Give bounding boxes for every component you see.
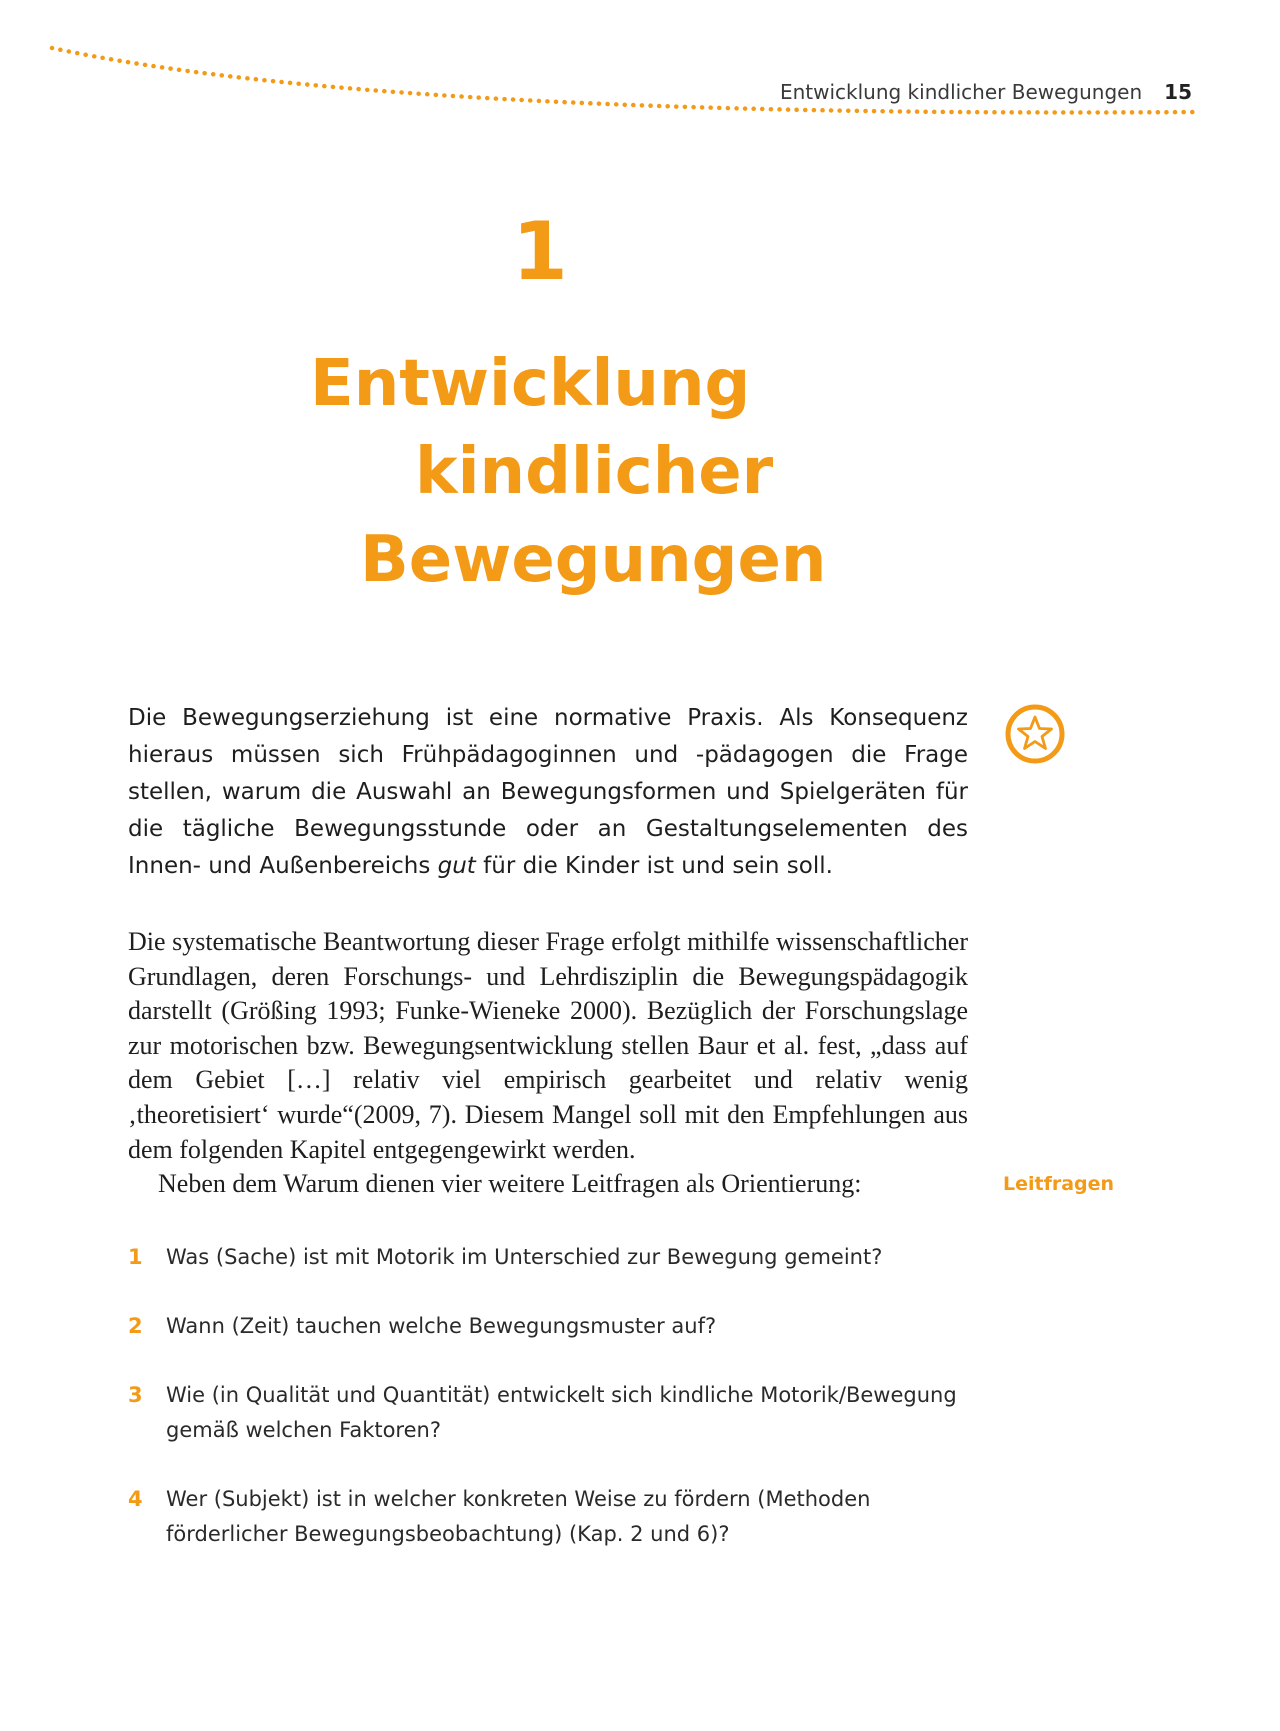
body-paragraph-1: Die systematische Beantwortung dieser Frage erfolgt mithilfe wissenschaftlicher Grundlagen, deren Forschungs- und Lehrdisziplin die Bewegungspädagogik darstellt (Größing 1993; Funke-Wieneke 2000). Bezüglich der Forschungslage zur motorischen bzw. Bewegungsentwicklung stellen Baur et al. fest, „dass auf dem Gebiet […] relativ viel empirisch gearbeitet und relativ wenig ‚theoretisiert‘ wurde“(2009, 7). Diesem Mangel soll mit den Empfehlungen aus dem folgenden Kapitel entgegengewirkt werden. <box>128 927 968 1164</box>
chapter-number: 1 <box>512 205 568 298</box>
chapter-title-line-1: Entwicklung <box>310 347 751 421</box>
intro-text-before: Die Bewegungserziehung ist eine normative Praxis. Als Konsequenz hieraus müssen sich Frühpädagoginnen und -pädagogen die Frage stellen, warum die Auswahl an Bewegungsformen und Spielgeräten für die tägliche Bewegungsstunde oder an Gestaltungselementen des Innen- und Außenbereichs <box>128 705 968 879</box>
intro-paragraph <box>128 700 968 885</box>
chapter-title <box>310 340 826 604</box>
question-number: 2 <box>128 1314 143 1338</box>
list-item <box>128 1309 968 1344</box>
list-item <box>128 1482 968 1552</box>
question-text: Was (Sache) ist mit Motorik im Unterschied zur Bewegung gemeint? <box>166 1245 883 1269</box>
page-number: 15 <box>1164 80 1192 104</box>
body-text <box>128 925 968 1202</box>
running-header <box>640 80 1192 104</box>
star-circle-icon <box>1003 702 1067 766</box>
chapter-title-line-2: kindlicher <box>415 435 774 509</box>
running-header-title: Entwicklung kindlicher Bewegungen <box>779 80 1143 104</box>
list-item <box>128 1240 968 1275</box>
decorative-dotted-arc <box>0 0 1280 130</box>
margin-label-leitfragen: Leitfragen <box>1003 1173 1115 1195</box>
list-item <box>128 1378 968 1448</box>
body-paragraph-2: Neben dem Warum dienen vier weitere Leitfragen als Orientierung: <box>158 1169 862 1199</box>
question-number: 1 <box>128 1245 143 1269</box>
guiding-questions-list <box>128 1240 968 1552</box>
chapter-title-line-3: Bewegungen <box>360 523 827 597</box>
question-number: 3 <box>128 1383 143 1407</box>
question-text: Wer (Subjekt) ist in welcher konkreten Weise zu fördern (Methoden förderlicher Bewegungsbeobachtung) (Kap. 2 und 6)? <box>166 1487 871 1546</box>
intro-text-after: für die Kinder ist und sein soll. <box>475 853 833 879</box>
question-text: Wann (Zeit) tauchen welche Bewegungsmuster auf? <box>166 1314 717 1338</box>
intro-emphasis: gut <box>437 853 476 879</box>
question-number: 4 <box>128 1487 143 1511</box>
question-text: Wie (in Qualität und Quantität) entwickelt sich kindliche Motorik/Bewegung gemäß welchen Faktoren? <box>166 1383 957 1442</box>
